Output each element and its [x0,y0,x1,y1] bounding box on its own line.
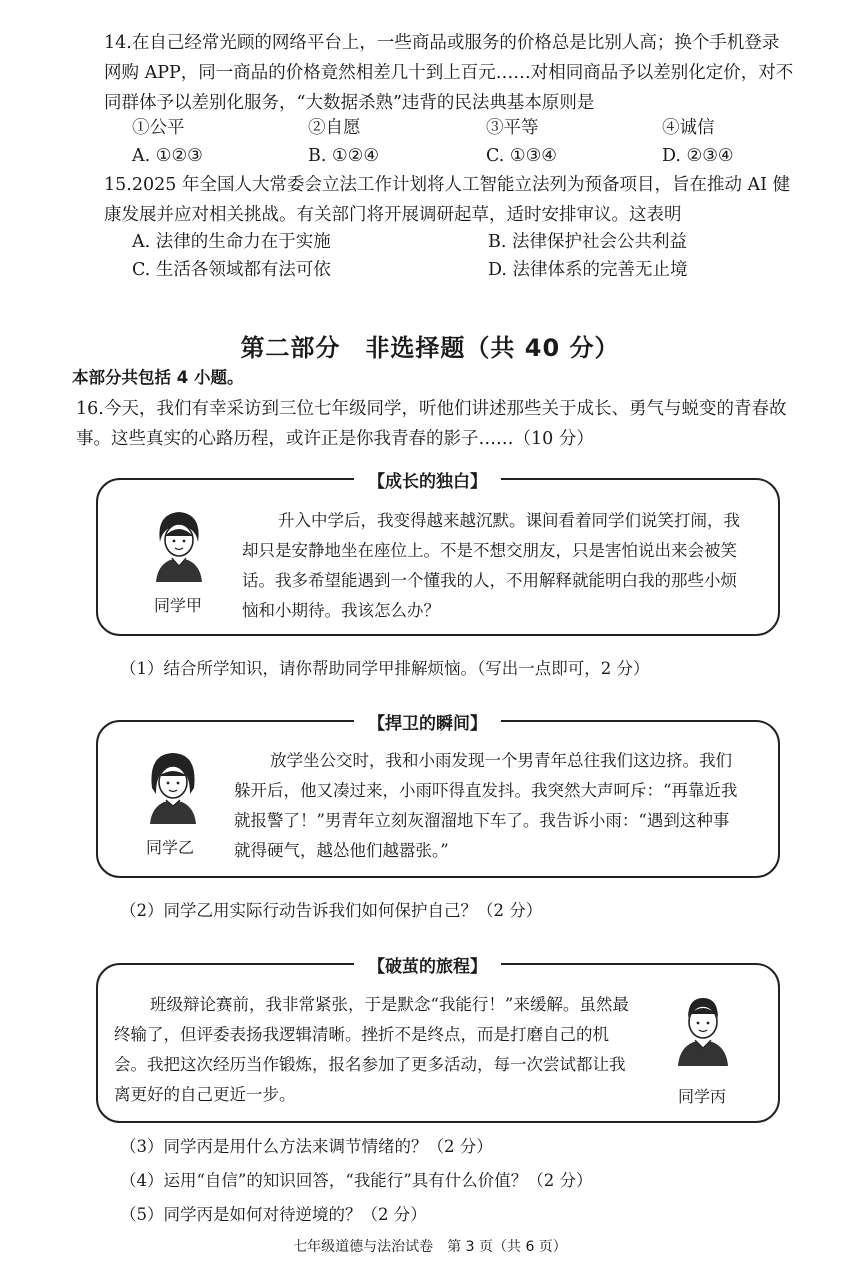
story-box-title: 【破茧的旅程】 [354,952,501,977]
question-stem: 在自己经常光顾的网络平台上，一些商品或服务的价格总是比别人高；换个手机登录网购 APP，同一商品的价格竟然相差几十到上百元……对相同商品予以差别化定价，对不同群体予以差别化服务，“大数据杀熟”违背的民法典基本原则是 [104,33,794,113]
option-d: D. 法律体系的完善无止境 [488,260,688,280]
question-number: 14. [104,33,132,53]
student-girl-avatar-icon [146,506,212,582]
student-boy-avatar-icon [670,990,736,1066]
sub-question-2: （2）同学乙用实际行动告诉我们如何保护自己？（2 分） [120,901,543,920]
question-15-options-row1 [132,228,792,256]
question-14-items [132,114,772,142]
question-15 [104,170,794,230]
story-box-title: 【捍卫的瞬间】 [354,709,501,734]
item-1: ①公平 [132,118,185,138]
question-15-options-row2 [132,256,792,284]
story-text: 放学坐公交时，我和小雨发现一个男青年总往我们这边挤。我们躲开后，他又凑过来，小雨吓得直发抖。我突然大声呵斥：“再靠近我就报警了！”男青年立刻灰溜溜地下车了。我告诉小雨：“遇到这种事就得硬气，越怂他们越嚣张。” [234,751,738,860]
sub-question-1: （1）结合所学知识，请你帮助同学甲排解烦恼。（写出一点即可，2 分） [120,659,650,678]
question-14 [104,28,794,118]
student-caption: 同学乙 [146,838,195,857]
student-caption: 同学丙 [678,1087,727,1106]
question-16 [76,394,798,454]
student-caption: 同学甲 [154,596,203,615]
item-4: ④诚信 [662,118,715,138]
section-note: 本部分共包括 4 小题。 [72,368,244,387]
option-a: A. 法律的生命力在于实施 [132,232,331,252]
sub-question-5: （5）同学丙是如何对待逆境的？（2 分） [120,1205,427,1224]
sub-question-4: （4）运用“自信”的知识回答，“我能行”具有什么价值？（2 分） [120,1171,593,1190]
option-d: D. ②③④ [662,146,734,166]
option-b: B. 法律保护社会公共利益 [488,232,687,252]
student-girl-avatar-icon [140,748,206,824]
page-footer: 七年级道德与法治试卷 第 3 页（共 6 页） [293,1239,567,1255]
question-14-options [132,142,772,170]
question-stem: 今天，我们有幸采访到三位七年级同学，听他们讲述那些关于成长、勇气与蜕变的青春故事。这些真实的心路历程，或许正是你我青春的影子……（10 分） [76,399,787,449]
option-c: C. ①③④ [486,146,557,166]
question-number: 15. [104,175,132,195]
option-a: A. ①②③ [132,146,203,166]
story-text: 班级辩论赛前，我非常紧张，于是默念“我能行！”来缓解。虽然最终输了，但评委表扬我逻辑清晰。挫折不是终点，而是打磨自己的机会。我把这次经历当作锻炼，报名参加了更多活动，每一次尝试都让我离更好的自己更近一步。 [114,995,629,1104]
option-b: B. ①②④ [308,146,380,166]
story-text: 升入中学后，我变得越来越沉默。课间看着同学们说笑打闹，我却只是安静地坐在座位上。不是不想交朋友，只是害怕说出来会被笑话。我多希望能遇到一个懂我的人，不用解释就能明白我的那些小烦恼和小期待。我该怎么办？ [242,511,740,620]
item-2: ②自愿 [308,118,361,138]
sub-question-3: （3）同学丙是用什么方法来调节情绪的？（2 分） [120,1137,493,1156]
story-box-title: 【成长的独白】 [354,467,501,492]
question-number: 16. [76,399,104,419]
question-stem: 2025 年全国人大常委会立法工作计划将人工智能立法列为预备项目，旨在推动 AI 健康发展并应对相关挑战。有关部门将开展调研起草，适时安排审议。这表明 [104,175,791,225]
section-title: 第二部分 非选择题（共 40 分） [240,334,620,362]
option-c: C. 生活各领域都有法可依 [132,260,331,280]
item-3: ③平等 [486,118,539,138]
